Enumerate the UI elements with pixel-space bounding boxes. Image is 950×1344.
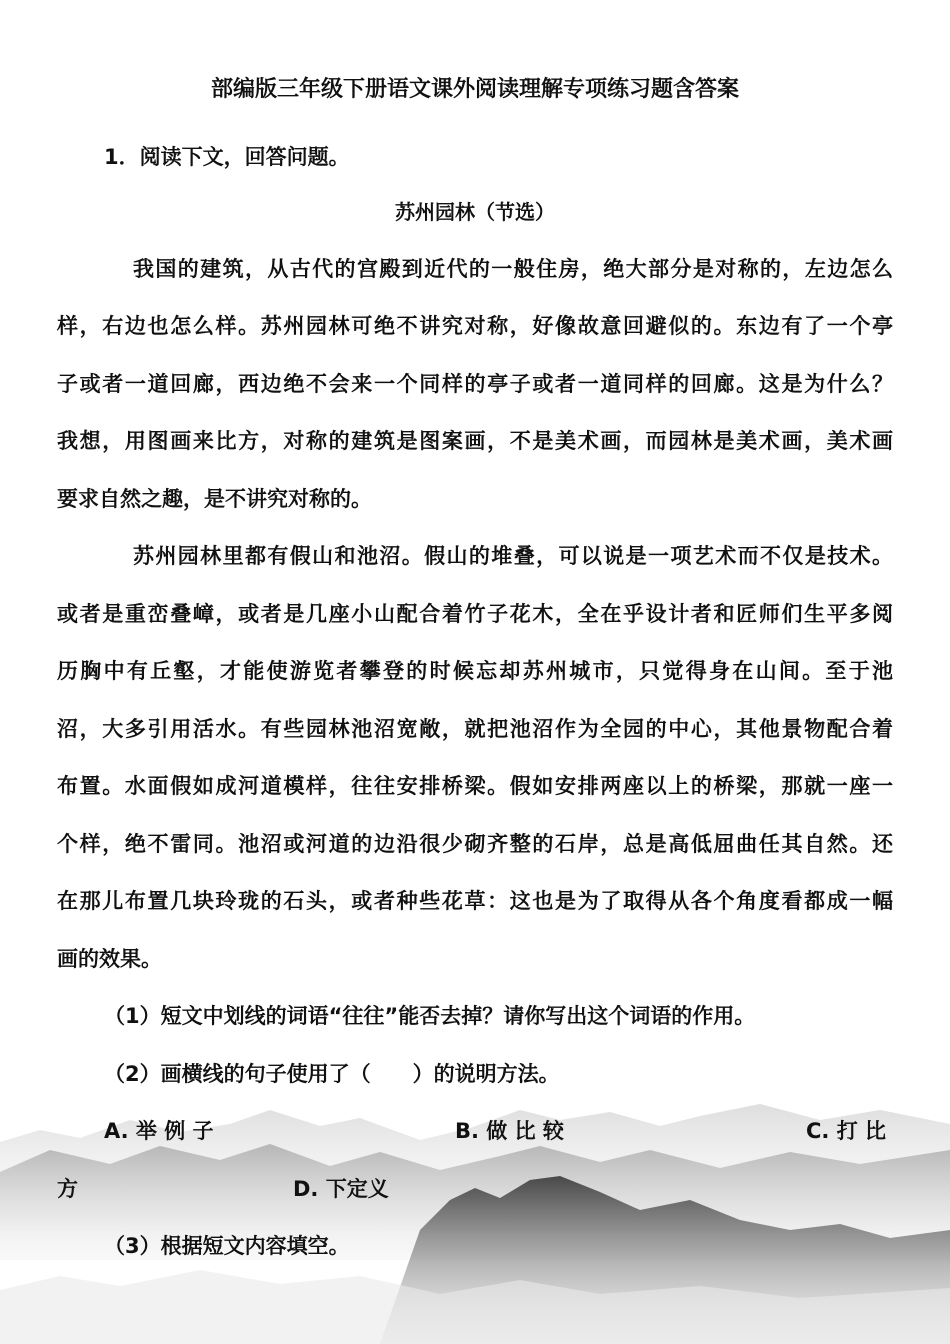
paragraph-1-line-2: 样，右边也怎么样。苏州园林可绝不讲究对称，好像故意回避似的。东边有了一个亭 [57, 314, 893, 338]
sub-question-2: （2）画横线的句子使用了（ ）的说明方法。 [104, 1062, 560, 1086]
paragraph-2-line-2: 或者是重峦叠嶂，或者是几座小山配合着竹子花木，全在乎设计者和匠师们生平多阅 [57, 602, 893, 626]
paragraph-2-line-6: 个样，绝不雷同。池沼或河道的边沿很少砌齐整的石岸，总是高低屈曲任其自然。还 [57, 832, 893, 856]
paragraph-2-line-7: 在那儿布置几块玲珑的石头，或者种些花草：这也是为了取得从各个角度看都成一幅 [57, 889, 893, 913]
paragraph-2-line-5: 布置。水面假如成河道模样，往往安排桥梁。假如安排两座以上的桥梁，那就一座一 [57, 774, 893, 798]
passage-title: 苏州园林（节选） [395, 200, 555, 224]
option-d: D. 下定义 [293, 1177, 389, 1201]
paragraph-2-line-4: 沼，大多引用活水。有些园林池沼宽敞，就把池沼作为全园的中心，其他景物配合着 [57, 717, 893, 741]
question-1-heading: 1．阅读下文，回答问题。 [104, 145, 350, 169]
paragraph-1-line-5: 要求自然之趣，是不讲究对称的。 [57, 487, 372, 511]
paragraph-1-line-1: 我国的建筑，从古代的宫殿到近代的一般住房，绝大部分是对称的，左边怎么 [133, 257, 893, 281]
option-a: A. 举 例 子 [104, 1119, 214, 1143]
option-b: B. 做 比 较 [455, 1119, 564, 1143]
sub-question-3: （3）根据短文内容填空。 [104, 1234, 350, 1258]
option-c-continuation: 方 [57, 1177, 78, 1201]
paragraph-1-line-4: 我想，用图画来比方，对称的建筑是图案画，不是美术画，而园林是美术画，美术画 [57, 429, 893, 453]
sub-question-1: （1）短文中划线的词语“往往”能否去掉？请你写出这个词语的作用。 [104, 1004, 756, 1028]
document-title: 部编版三年级下册语文课外阅读理解专项练习题含答案 [210, 77, 739, 102]
option-c: C. 打 比 [806, 1119, 887, 1143]
paragraph-1-line-3: 子或者一道回廊，西边绝不会来一个同样的亭子或者一道同样的回廊。这是为什么？ [57, 372, 893, 396]
paragraph-2-line-1: 苏州园林里都有假山和池沼。假山的堆叠，可以说是一项艺术而不仅是技术。 [133, 544, 893, 568]
paragraph-2-line-3: 历胸中有丘壑，才能使游览者攀登的时候忘却苏州城市，只觉得身在山间。至于池 [57, 659, 893, 683]
paragraph-2-line-8: 画的效果。 [57, 947, 162, 971]
